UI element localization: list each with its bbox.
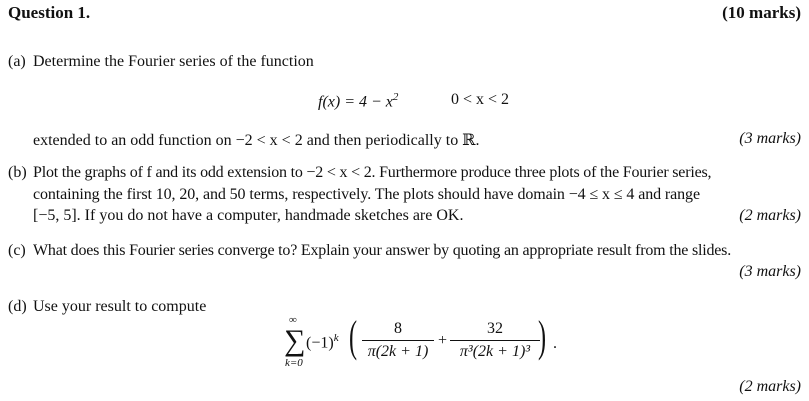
fraction-1-numerator: 8 bbox=[394, 320, 402, 337]
sign-term-base: (−1) bbox=[306, 334, 334, 352]
part-d-marks: (2 marks) bbox=[739, 378, 801, 395]
fraction-2-numerator: 32 bbox=[487, 320, 503, 337]
sum-symbol: ∑ bbox=[284, 324, 306, 357]
part-a-formula bbox=[318, 91, 398, 111]
part-b-text-2: containing the first 10, 20, and 50 terms, respectively. The plots should have domain −4 ≤ x ≤ 4 and range bbox=[33, 186, 700, 203]
part-a-formula-domain: 0 < x < 2 bbox=[451, 91, 510, 108]
fraction-1-bar bbox=[362, 340, 434, 341]
question-total-marks: (10 marks) bbox=[722, 3, 801, 22]
part-b-text-3: [−5, 5]. If you do not have a computer, handmade sketches are OK. bbox=[33, 207, 464, 224]
sum-upper-limit: ∞ bbox=[289, 314, 297, 326]
part-c-marks: (3 marks) bbox=[739, 263, 801, 280]
fraction-2-bar bbox=[450, 340, 540, 341]
part-b-label: (b) bbox=[8, 164, 27, 181]
part-b-text-1: Plot the graphs of f and its odd extension to −2 < x < 2. Furthermore produce three plots of the Fourier series, bbox=[33, 164, 712, 181]
sum-lower-limit: k=0 bbox=[285, 357, 303, 369]
question-title: Question 1. bbox=[8, 3, 91, 22]
part-c-label: (c) bbox=[8, 242, 26, 259]
part-a-marks: (3 marks) bbox=[739, 130, 801, 147]
sign-term bbox=[306, 332, 339, 352]
sign-term-exponent: k bbox=[333, 332, 339, 344]
part-a-text-1: Determine the Fourier series of the function bbox=[33, 53, 314, 70]
part-a-label: (a) bbox=[8, 53, 26, 70]
fraction-2-denominator: π³(2k + 1)³ bbox=[459, 343, 531, 360]
part-d-text-1: Use your result to compute bbox=[33, 298, 207, 315]
part-a-formula-lhs: f(x) = 4 − x bbox=[318, 93, 393, 111]
part-d-label: (d) bbox=[8, 298, 27, 315]
right-paren: ) bbox=[538, 312, 547, 361]
fraction-1-denominator: π(2k + 1) bbox=[367, 343, 429, 360]
fraction-2 bbox=[450, 320, 540, 361]
left-paren: ( bbox=[349, 312, 358, 361]
formula-period: . bbox=[553, 335, 557, 352]
fraction-1 bbox=[362, 320, 434, 361]
part-a-formula-exponent: 2 bbox=[392, 91, 399, 103]
part-b-marks: (2 marks) bbox=[739, 207, 801, 224]
plus-sign: + bbox=[438, 332, 448, 349]
part-a-text-2: extended to an odd function on −2 < x < 2 and then periodically to ℝ. bbox=[33, 132, 480, 149]
part-c-text-1: What does this Fourier series converge to? Explain your answer by quoting an appropriate result from the slides. bbox=[33, 242, 732, 259]
